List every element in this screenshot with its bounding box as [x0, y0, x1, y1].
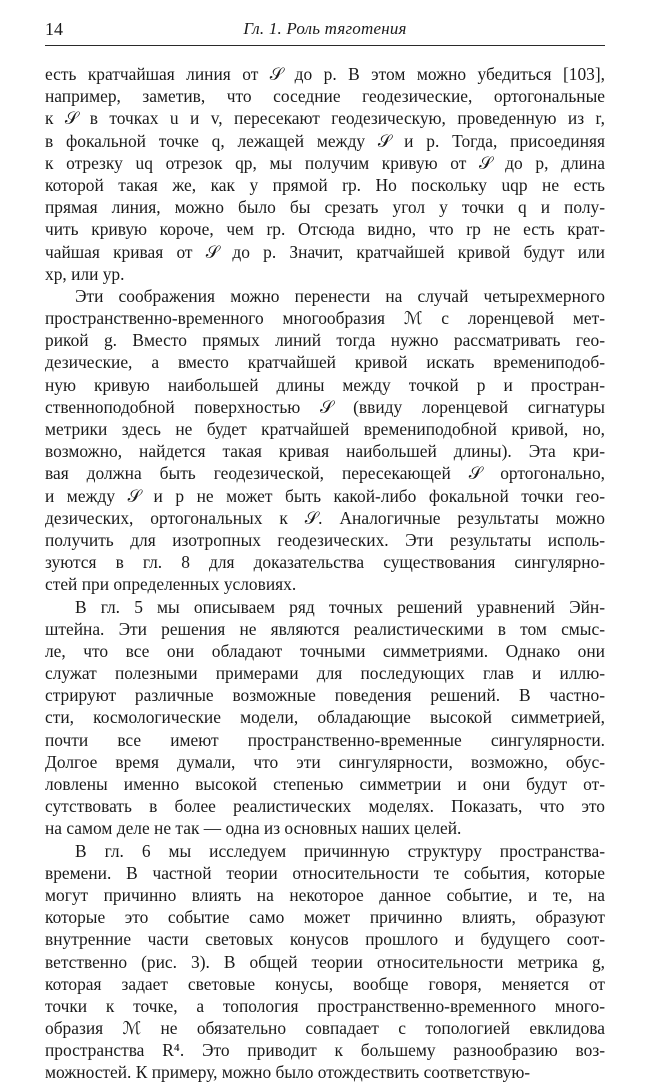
text-line: которая задает световые конусы, вообще говоря, меняется от: [45, 973, 605, 994]
text-line: В гл. 5 мы описываем ряд точных решений уравнений Эйн-: [75, 596, 605, 617]
header-rule: [45, 45, 605, 46]
text-line: чить кривую короче, чем rp. Отсюда видно, что rp не есть крат-: [45, 219, 605, 240]
text-line: можностей. К примеру, можно было отождествить соответствую-: [45, 1062, 531, 1083]
text-line: времени. В частной теории относительности те события, которые: [45, 862, 605, 883]
text-line: ле, что все они обладают точными симметриями. Однако они: [45, 640, 605, 661]
text-line: ветственно (рис. 3). В общей теории относительности метрика g,: [45, 951, 605, 972]
text-line: сти, космологические модели, обладающие высокой симметрией,: [45, 707, 605, 728]
text-line: xp, или yp.: [45, 263, 125, 284]
paragraph: [45, 840, 605, 1084]
text-line: стей при определенных условиях.: [45, 574, 297, 595]
text-line: к 𝒮 в точках u и v, пересекают геодезическую, проведенную из r,: [45, 108, 605, 129]
paragraph: [45, 596, 605, 840]
text-line: рикой g. Вместо прямых линий тогда нужно рассматривать гео-: [45, 330, 605, 351]
text-line: образия ℳ не обязательно совпадает с топологией евклидова: [45, 1018, 605, 1039]
text-line: дезических, ортогональных к 𝒮. Аналогичные результаты можно: [45, 507, 605, 528]
text-line: дезические, а вместо кратчайшей кривой искать времениподоб-: [45, 352, 605, 373]
text-line: зуются в гл. 8 для доказательства существования сингулярно-: [45, 552, 605, 573]
text-line: в фокальной точке q, лежащей между 𝒮 и p. Тогда, присоединяя: [45, 130, 605, 151]
text-line: почти все имеют пространственно-временные сингулярности.: [45, 729, 605, 750]
text-line: к отрезку uq отрезок qp, мы получим кривую от 𝒮 до p, длина: [45, 152, 605, 173]
text-line: Долгое время думали, что эти сингулярности, возможно, обус-: [45, 751, 605, 772]
text-line: например, заметив, что соседние геодезические, ортогональные: [45, 86, 605, 107]
text-line: штейна. Эти решения не являются реалистическими в том смыс-: [45, 618, 605, 639]
text-line: и между 𝒮 и p не может быть какой-либо фокальной точки гео-: [45, 485, 605, 506]
text-line: сутствовать в более реалистических моделях. Показать, что это: [45, 796, 605, 817]
text-line: внутренние части световых конусов прошлого и будущего соот-: [45, 929, 605, 950]
text-line: служат полезными примерами для последующих глав и иллю-: [45, 663, 605, 684]
text-line: Эти соображения можно перенести на случай четырехмерного: [75, 285, 605, 306]
text-line: ственноподобной поверхностью 𝒮 (ввиду лоренцевой сигнатуры: [45, 396, 605, 417]
text-line: чайшая кривая от 𝒮 до p. Значит, кратчайшей кривой будут или: [45, 241, 605, 262]
page-header: [45, 18, 605, 42]
text-line: пространства R⁴. Это приводит к большему разнообразию воз-: [45, 1040, 605, 1061]
text-line: пространственно-временного многообразия ℳ с лоренцевой мет-: [45, 308, 605, 329]
body-text: [45, 63, 605, 1084]
text-line: прямая линия, можно было бы срезать угол у точки q и полу-: [45, 197, 605, 218]
text-line: на самом деле не так — одна из основных наших целей.: [45, 818, 462, 839]
text-line: которые это событие само может причинно влиять, образуют: [45, 907, 605, 928]
running-head: Гл. 1. Роль тяготения: [243, 19, 407, 38]
text-line: точки к точке, а топология пространственно-временного много-: [45, 995, 605, 1016]
text-line: вая должна быть геодезической, пересекающей 𝒮 ортогонально,: [45, 463, 605, 484]
text-line: есть кратчайшая линия от 𝒮 до p. В этом можно убедиться [103],: [45, 64, 605, 84]
text-line: могут причинно влиять на некоторое данное событие, и те, на: [45, 884, 605, 905]
paragraph: [45, 63, 605, 285]
page-number: 14: [45, 19, 63, 39]
text-line: которой такая же, как у прямой rp. Но поскольку uqp не есть: [45, 174, 605, 195]
text-line: возможно, найдется такая кривая наибольшей длины). Эта кри-: [45, 441, 605, 462]
paragraph: [45, 285, 605, 596]
text-line: стрируют различные возможные поведения решений. В частно-: [45, 685, 605, 706]
text-line: получить для изотропных геодезических. Эти результаты исполь-: [45, 529, 605, 550]
text-line: ловлены именно высокой степенью симметрии и они будут от-: [45, 774, 605, 794]
text-line: ную кривую наибольшей длины между точкой p и простран-: [45, 374, 605, 395]
text-line: метрики здесь не будет кратчайшей времениподобной кривой, но,: [45, 419, 605, 439]
text-line: В гл. 6 мы исследуем причинную структуру пространства-: [75, 840, 605, 861]
